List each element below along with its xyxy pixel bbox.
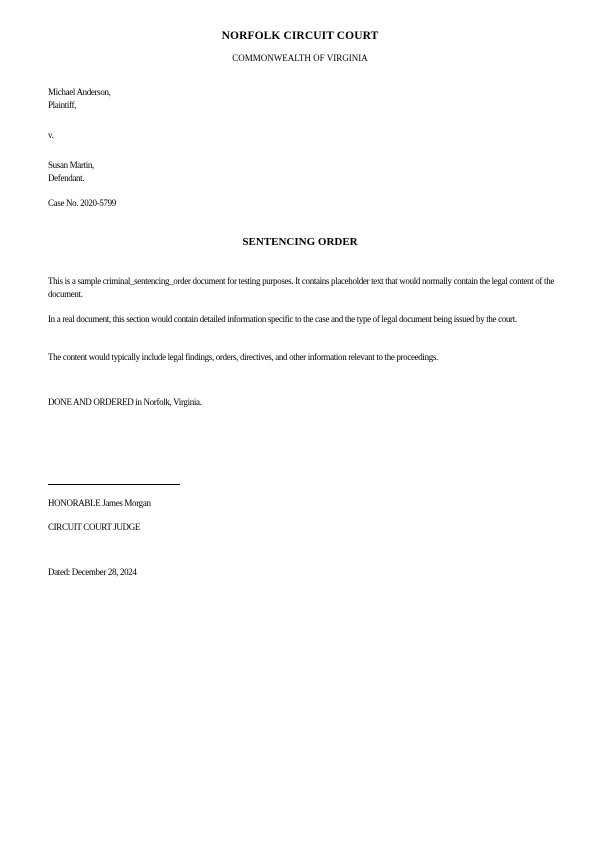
jurisdiction: COMMONWEALTH OF VIRGINIA — [232, 53, 368, 63]
case-number: Case No. 2020-5799 — [48, 198, 116, 208]
order-paragraph-3: The content would typically include legal findings, orders, directives, and other information relevant to the proceedings. — [48, 352, 438, 362]
order-paragraph-1: This is a sample criminal_sentencing_order document for testing purposes. It contains placeholder text that would normally contain the legal content of the document. — [48, 276, 554, 299]
order-title: SENTENCING ORDER — [242, 236, 358, 248]
plaintiff-name: Michael Anderson, — [48, 87, 111, 97]
judge-name: HONORABLE James Morgan — [48, 498, 151, 508]
defendant-name: Susan Martin, — [48, 160, 94, 170]
dated: Dated: December 28, 2024 — [48, 567, 137, 577]
court-name: NORFOLK CIRCUIT COURT — [221, 30, 379, 42]
defendant-role: Defendant. — [48, 173, 85, 183]
order-paragraph-2: In a real document, this section would contain detailed information specific to the case and the type of legal document being issued by the court. — [48, 314, 517, 324]
plaintiff-role: Plaintiff, — [48, 100, 77, 110]
judge-title: CIRCUIT COURT JUDGE — [48, 522, 140, 532]
signature-line — [48, 484, 180, 485]
done-and-ordered: DONE AND ORDERED in Norfolk, Virginia. — [48, 397, 202, 407]
versus: v. — [48, 130, 54, 140]
